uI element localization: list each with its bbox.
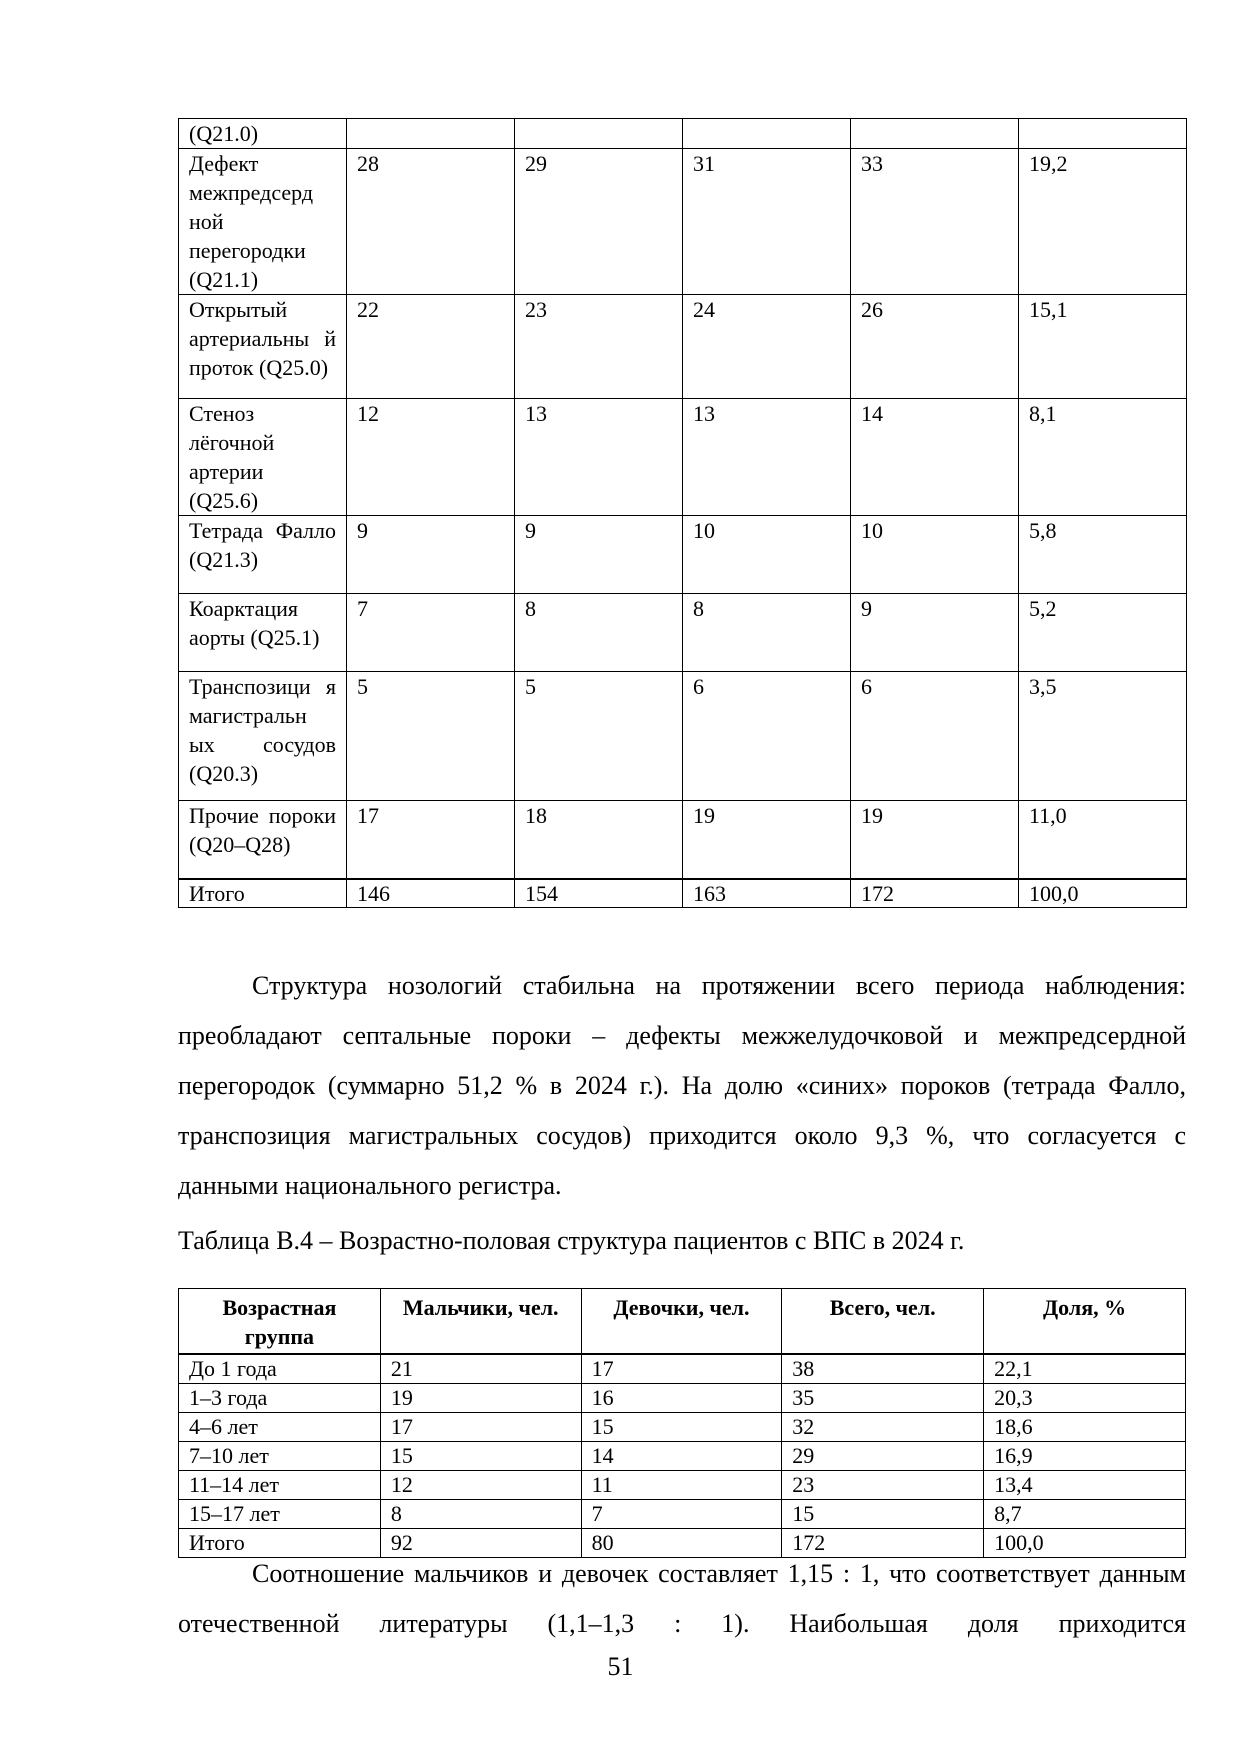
nosology-table-continued — [178, 118, 1187, 908]
column-header: Возрастная группа — [179, 1289, 381, 1355]
column-header: Мальчики, чел. — [380, 1289, 581, 1355]
paragraph-sex-ratio: Соотношение мальчиков и девочек составляет 1,15 : 1, что соответствует данным отечественной литературы (1,1–1,3 : 1). Наибольшая доля приходится — [178, 1559, 1186, 1638]
column-header: Доля, % — [984, 1289, 1186, 1355]
table-cell: 19 — [380, 1384, 581, 1413]
page-number: 51 — [607, 1652, 634, 1681]
table-cell: 6 — [851, 672, 1019, 801]
table-cell — [1019, 119, 1187, 149]
table-caption: Таблица В.4 – Возрастно-половая структура пациентов с ВПС в 2024 г. — [178, 1226, 965, 1255]
table-cell: 22 — [347, 295, 515, 399]
table-cell: 28 — [347, 149, 515, 295]
table-cell: 8 — [683, 594, 851, 672]
column-header: Девочки, чел. — [581, 1289, 782, 1355]
table-cell: 8,7 — [984, 1500, 1186, 1529]
table-cell: 12 — [380, 1471, 581, 1500]
table-cell: 15 — [380, 1442, 581, 1471]
table-cell: 9 — [851, 594, 1019, 672]
table-cell: 19 — [683, 801, 851, 880]
row-label: Открытый артериальны й проток (Q25.0) — [179, 295, 347, 399]
table-cell: 163 — [683, 879, 851, 908]
table-cell: 146 — [347, 879, 515, 908]
row-label: 7–10 лет — [179, 1442, 381, 1471]
table-cell: 17 — [380, 1413, 581, 1442]
table-row — [179, 516, 1187, 594]
table-cell: 7 — [347, 594, 515, 672]
table-cell: 33 — [851, 149, 1019, 295]
row-label: 4–6 лет — [179, 1413, 381, 1442]
table-cell: 8,1 — [1019, 399, 1187, 516]
table-cell: 172 — [851, 879, 1019, 908]
table-cell: 92 — [380, 1529, 581, 1558]
table-row — [179, 801, 1187, 880]
table-cell: 31 — [683, 149, 851, 295]
row-label: Тетрада Фалло (Q21.3) — [179, 516, 347, 594]
table-cell: 7 — [581, 1500, 782, 1529]
table-cell: 29 — [515, 149, 683, 295]
table-cell: 29 — [782, 1442, 984, 1471]
table-cell: 38 — [782, 1354, 984, 1384]
row-label: 1–3 года — [179, 1384, 381, 1413]
table-cell: 5 — [515, 672, 683, 801]
table-cell: 5 — [347, 672, 515, 801]
row-label: Стеноз лёгочной артерии (Q25.6) — [179, 399, 347, 516]
table-cell: 8 — [380, 1500, 581, 1529]
column-header: Всего, чел. — [782, 1289, 984, 1355]
table-cell: 32 — [782, 1413, 984, 1442]
table-cell: 6 — [683, 672, 851, 801]
row-label: Транспозици я магистральн ых сосудов (Q20.3) — [179, 672, 347, 801]
table-cell: 5,2 — [1019, 594, 1187, 672]
table-cell: 20,3 — [984, 1384, 1186, 1413]
row-label: Дефект межпредсерд ной перегородки (Q21.1) — [179, 149, 347, 295]
table-cell: 16 — [581, 1384, 782, 1413]
table-cell: 14 — [851, 399, 1019, 516]
table-row — [179, 399, 1187, 516]
table-row — [179, 119, 1187, 149]
table-cell: 17 — [581, 1354, 782, 1384]
table-cell: 10 — [683, 516, 851, 594]
table-row — [179, 1500, 1186, 1529]
row-label: 15–17 лет — [179, 1500, 381, 1529]
table-cell: 18,6 — [984, 1413, 1186, 1442]
row-label: Прочие пороки (Q20–Q28) — [179, 801, 347, 880]
table-cell: 19 — [851, 801, 1019, 880]
table-cell — [515, 119, 683, 149]
table-cell: 26 — [851, 295, 1019, 399]
row-label: Коарктация аорты (Q25.1) — [179, 594, 347, 672]
table-cell — [347, 119, 515, 149]
table-cell: 12 — [347, 399, 515, 516]
age-sex-table-header — [179, 1289, 1186, 1355]
table-cell: 154 — [515, 879, 683, 908]
row-label: Итого — [179, 1529, 381, 1558]
table-cell: 19,2 — [1019, 149, 1187, 295]
table-cell: 23 — [782, 1471, 984, 1500]
row-label: До 1 года — [179, 1354, 381, 1384]
table-cell: 9 — [515, 516, 683, 594]
table-cell: 21 — [380, 1354, 581, 1384]
table-cell: 100,0 — [984, 1529, 1186, 1558]
table-row — [179, 594, 1187, 672]
table-row-total — [179, 879, 1187, 908]
paragraph-nosology-summary: Структура нозологий стабильна на протяжении всего периода наблюдения: преобладают септальные пороки – дефекты межжелудочковой и межпредсердной перегородок (суммарно 51,2 % в 2024 г.). На долю «синих» пороков (тетрада Фалло, транспозиция магистральных сосудов) приходится около 9,3 %, что согласуется с данными национального регистра. — [178, 971, 1186, 1200]
table-cell: 5,8 — [1019, 516, 1187, 594]
table-row — [179, 149, 1187, 295]
table-row — [179, 1442, 1186, 1471]
table-cell: 22,1 — [984, 1354, 1186, 1384]
table-cell: 14 — [581, 1442, 782, 1471]
table-row — [179, 1471, 1186, 1500]
row-label: Итого — [179, 879, 347, 908]
table-cell: 35 — [782, 1384, 984, 1413]
nosology-table-body — [179, 119, 1187, 908]
table-cell: 172 — [782, 1529, 984, 1558]
table-cell: 8 — [515, 594, 683, 672]
table-cell: 16,9 — [984, 1442, 1186, 1471]
table-cell: 24 — [683, 295, 851, 399]
table-cell: 3,5 — [1019, 672, 1187, 801]
age-sex-table-body — [179, 1354, 1186, 1558]
table-row — [179, 1413, 1186, 1442]
table-cell: 80 — [581, 1529, 782, 1558]
table-cell: 18 — [515, 801, 683, 880]
table-cell: 17 — [347, 801, 515, 880]
table-row — [179, 1354, 1186, 1384]
table-cell: 9 — [347, 516, 515, 594]
table-cell: 11 — [581, 1471, 782, 1500]
table-cell: 10 — [851, 516, 1019, 594]
row-label: 11–14 лет — [179, 1471, 381, 1500]
table-cell: 100,0 — [1019, 879, 1187, 908]
row-label: (Q21.0) — [179, 119, 347, 149]
table-cell: 11,0 — [1019, 801, 1187, 880]
table-cell: 13 — [683, 399, 851, 516]
table-row — [179, 672, 1187, 801]
table-cell: 15 — [782, 1500, 984, 1529]
age-sex-table — [178, 1288, 1186, 1558]
table-cell — [683, 119, 851, 149]
table-cell: 15 — [581, 1413, 782, 1442]
table-row — [179, 295, 1187, 399]
table-cell: 13 — [515, 399, 683, 516]
table-cell: 15,1 — [1019, 295, 1187, 399]
table-row — [179, 1384, 1186, 1413]
table-cell: 23 — [515, 295, 683, 399]
table-cell — [851, 119, 1019, 149]
table-cell: 13,4 — [984, 1471, 1186, 1500]
